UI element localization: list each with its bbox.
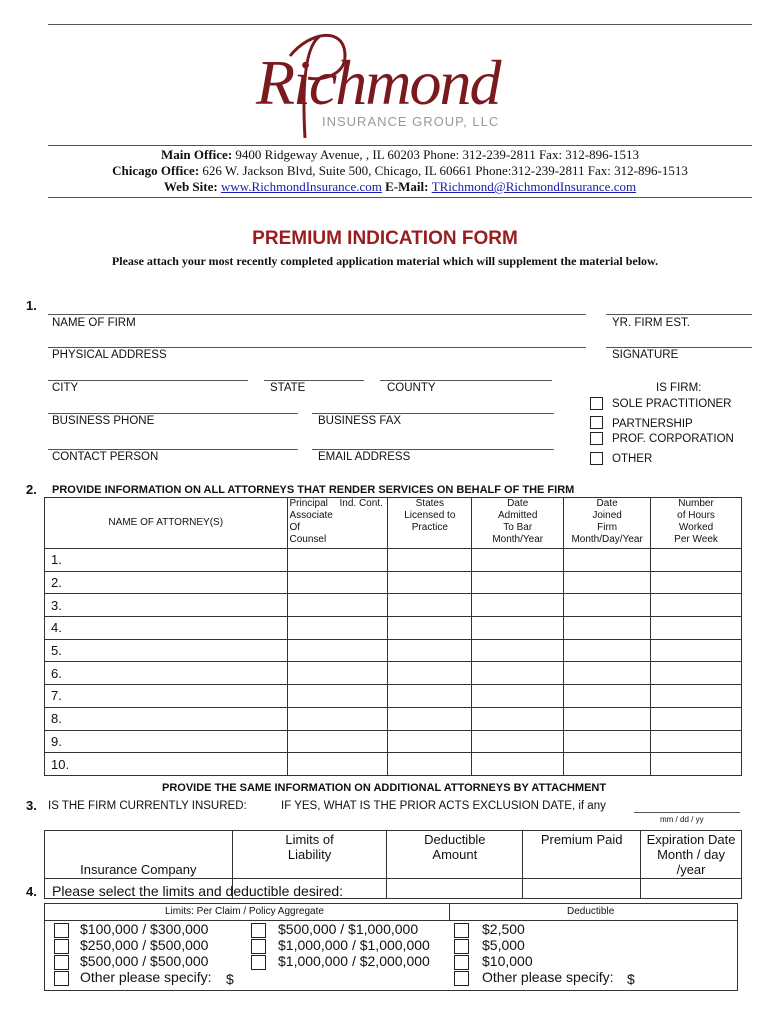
col-hours: Number of Hours Worked Per Week <box>651 498 742 549</box>
deductible-5000-checkbox[interactable] <box>454 939 469 954</box>
deductible-other-dollar: $ <box>627 971 635 987</box>
partnership-checkbox[interactable] <box>590 416 603 429</box>
currently-insured-question: IS THE FIRM CURRENTLY INSURED: <box>48 800 247 812</box>
section2-heading: PROVIDE INFORMATION ON ALL ATTORNEYS THAT RENDER SERVICES ON BEHALF OF THE FIRM <box>52 484 575 496</box>
prof-corporation-checkbox[interactable] <box>590 432 603 445</box>
table-row: 10. <box>45 753 742 776</box>
limit-other-dollar: $ <box>226 971 234 987</box>
limit-500k-500k-label: $500,000 / $500,000 <box>80 953 209 969</box>
limits-header: Limits: Per Claim / Policy Aggregate <box>165 906 324 917</box>
contact-person-line[interactable] <box>48 449 298 450</box>
business-fax-line[interactable] <box>312 413 554 414</box>
instruction-text: Please attach your most recently completed application material which will supplement the material below. <box>111 254 659 268</box>
website-link[interactable]: www.RichmondInsurance.com <box>220 179 382 194</box>
deductible-other-label: Other please specify: <box>482 969 614 985</box>
section4-number: 4. <box>26 884 37 899</box>
insurance-table-header <box>45 831 742 879</box>
page-title: PREMIUM INDICATION FORM <box>252 228 518 249</box>
partnership-label: PARTNERSHIP <box>612 418 693 430</box>
col-ind-cont: Ind. Cont. <box>335 498 388 549</box>
limit-500k-500k-checkbox[interactable] <box>54 955 69 970</box>
table-row: 1. <box>45 549 742 572</box>
limit-250k-500k-label: $250,000 / $500,000 <box>80 937 209 953</box>
top-rule <box>48 24 752 25</box>
table-row: 7. <box>45 685 742 708</box>
limits-header-divider <box>449 904 450 920</box>
attorneys-table-header <box>45 498 742 549</box>
col-insurance-company: Insurance Company <box>45 831 233 879</box>
deductible-header: Deductible <box>567 906 615 917</box>
other-firm-checkbox[interactable] <box>590 452 603 465</box>
is-firm-label: IS FIRM: <box>656 382 702 394</box>
limits-header-row <box>45 904 737 921</box>
prof-corporation-label: PROF. CORPORATION <box>612 433 734 445</box>
table-row: 6. <box>45 662 742 685</box>
col-name-attorney: NAME OF ATTORNEY(S) <box>45 498 288 549</box>
table-row: 5. <box>45 639 742 662</box>
business-fax-label: BUSINESS FAX <box>318 415 402 427</box>
prior-acts-date-line[interactable] <box>634 812 740 813</box>
logo-wordmark: Richmond <box>256 47 500 118</box>
col-date-joined: Date Joined Firm Month/Day/Year <box>564 498 651 549</box>
col-premium-paid: Premium Paid <box>523 831 641 879</box>
deductible-10000-checkbox[interactable] <box>454 955 469 970</box>
logo-subtitle: INSURANCE GROUP, LLC <box>322 114 500 129</box>
table-row: 3. <box>45 594 742 617</box>
web-line: Web Site: www.RichmondInsurance.com E-Mail: TRichmond@RichmondInsurance.com <box>163 179 637 194</box>
table-row: 4. <box>45 617 742 640</box>
contact-bottom-rule <box>48 197 752 198</box>
deductible-2500-label: $2,500 <box>482 921 525 937</box>
deductible-2500-checkbox[interactable] <box>454 923 469 938</box>
prior-acts-question: IF YES, WHAT IS THE PRIOR ACTS EXCLUSION DATE, if any <box>281 800 606 812</box>
county-line[interactable] <box>380 380 552 381</box>
contact-person-label: CONTACT PERSON <box>52 451 159 463</box>
section1-number: 1. <box>26 298 37 313</box>
col-expiration-date: Expiration Date Month / day /year <box>641 831 742 879</box>
limit-100k-300k-checkbox[interactable] <box>54 923 69 938</box>
sole-practitioner-label: SOLE PRACTITIONER <box>612 398 732 410</box>
contact-block <box>48 147 752 195</box>
limit-1m-1m-checkbox[interactable] <box>251 939 266 954</box>
email-address-label: EMAIL ADDRESS <box>318 451 411 463</box>
deductible-other-checkbox[interactable] <box>454 971 469 986</box>
deductible-10000-label: $10,000 <box>482 953 533 969</box>
date-format-hint: mm / dd / yy <box>660 815 704 824</box>
limit-other-label: Other please specify: <box>80 969 212 985</box>
limit-1m-1m-label: $1,000,000 / $1,000,000 <box>278 937 430 953</box>
business-phone-line[interactable] <box>48 413 298 414</box>
limits-prompt: Please select the limits and deductible desired: <box>52 883 344 899</box>
signature-label: SIGNATURE <box>612 349 679 361</box>
other-firm-label: OTHER <box>612 453 653 465</box>
table-row: 2. <box>45 571 742 594</box>
state-line[interactable] <box>264 380 364 381</box>
section2-number: 2. <box>26 482 37 497</box>
city-line[interactable] <box>48 380 248 381</box>
business-phone-label: BUSINESS PHONE <box>52 415 155 427</box>
chicago-office-line: Chicago Office: 626 W. Jackson Blvd, Suite 500, Chicago, IL 60661 Phone:312-239-2811 Fax: 312-896-1513 <box>112 163 688 178</box>
attorneys-table <box>44 497 742 776</box>
main-office-line: Main Office: 9400 Ridgeway Avenue, , IL 60203 Phone: 312-239-2811 Fax: 312-896-1513 <box>161 147 639 162</box>
limit-250k-500k-checkbox[interactable] <box>54 939 69 954</box>
additional-attorneys-note: PROVIDE THE SAME INFORMATION ON ADDITIONAL ATTORNEYS BY ATTACHMENT <box>162 782 607 794</box>
yr-est-line[interactable] <box>606 314 752 315</box>
limit-other-checkbox[interactable] <box>54 971 69 986</box>
col-states-licensed: States Licensed to Practice <box>388 498 472 549</box>
limit-100k-300k-label: $100,000 / $300,000 <box>80 921 209 937</box>
col-principal: Principal Associate Of Counsel <box>287 498 335 549</box>
email-link[interactable]: TRichmond@RichmondInsurance.com <box>431 179 637 194</box>
sole-practitioner-checkbox[interactable] <box>590 397 603 410</box>
signature-line[interactable] <box>606 347 752 348</box>
physical-address-label: PHYSICAL ADDRESS <box>52 349 167 361</box>
col-deductible-amount: Deductible Amount <box>387 831 523 879</box>
col-date-admitted: Date Admitted To Bar Month/Year <box>472 498 564 549</box>
table-row: 8. <box>45 707 742 730</box>
table-row: 9. <box>45 730 742 753</box>
limit-500k-1m-label: $500,000 / $1,000,000 <box>278 921 419 937</box>
contact-top-rule <box>48 145 752 146</box>
deductible-5000-label: $5,000 <box>482 937 525 953</box>
col-limits-liability: Limits of Liability <box>232 831 387 879</box>
limit-500k-1m-checkbox[interactable] <box>251 923 266 938</box>
state-label: STATE <box>270 382 306 394</box>
yr-firm-est-label: YR. FIRM EST. <box>612 317 690 329</box>
section3-number: 3. <box>26 798 37 813</box>
limit-1m-2m-label: $1,000,000 / $2,000,000 <box>278 953 430 969</box>
name-of-firm-label: NAME OF FIRM <box>52 317 136 329</box>
email-address-line[interactable] <box>312 449 554 450</box>
address-line[interactable] <box>48 347 586 348</box>
firm-name-line[interactable] <box>48 314 586 315</box>
city-label: CITY <box>52 382 79 394</box>
limit-1m-2m-checkbox[interactable] <box>251 955 266 970</box>
company-logo <box>250 26 520 146</box>
county-label: COUNTY <box>387 382 436 394</box>
